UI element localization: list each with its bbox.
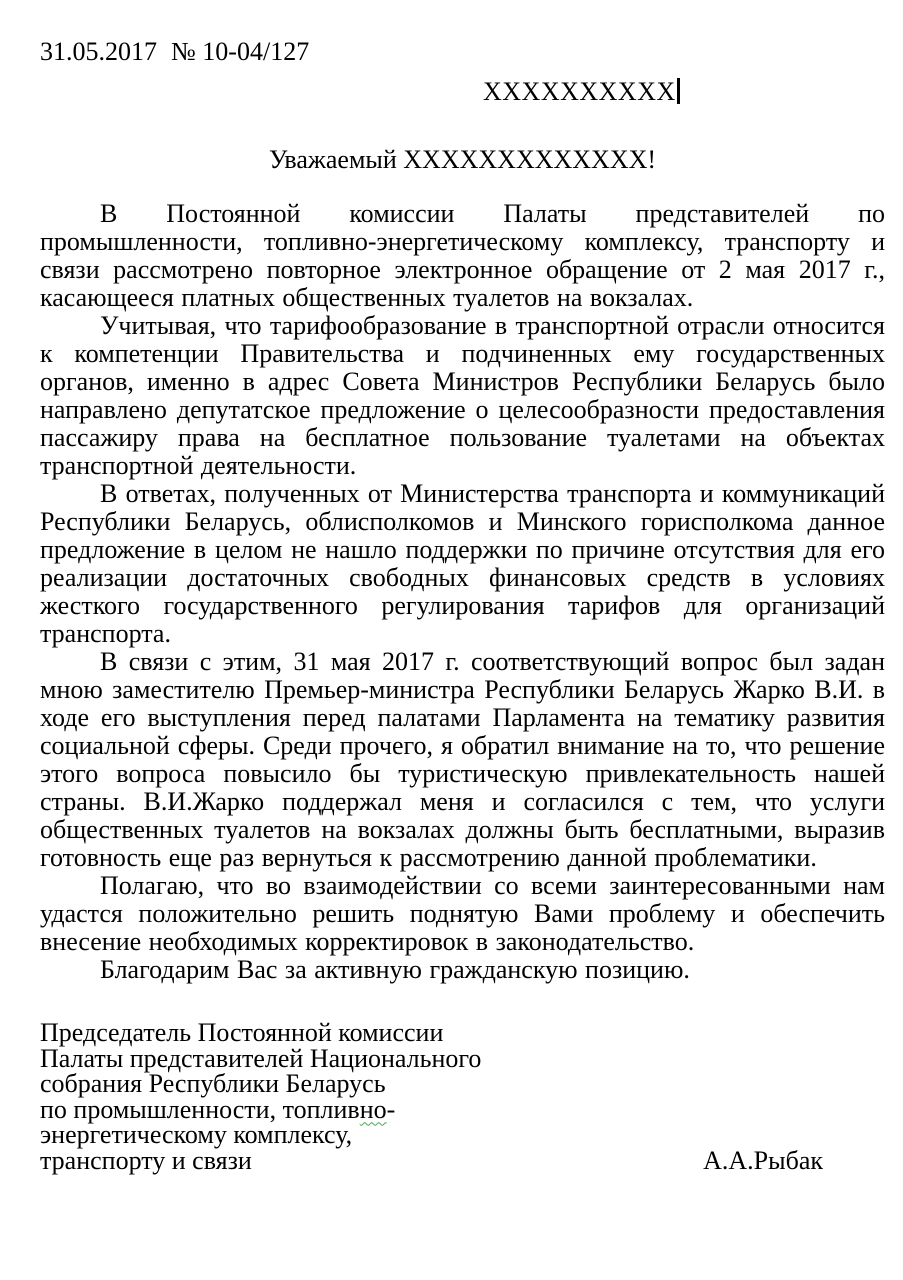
spellcheck-underlined-text: но [359,1094,387,1124]
document-number: № 10-04/127 [171,37,310,66]
signer-title-text: по промышленности, топлив [40,1094,360,1124]
signer-title-line: Председатель Постоянной комиссии [40,1018,444,1047]
body-paragraph: В Постоянной комиссии Палаты представителей по промышленности, топливно-энергетическому комплексу, транспорту и связи рассмотрено повторное электронное обращение от 2 мая 2017 г., касающееся платных общественных туалетов на вокзалах. [40,199,885,312]
addressee-field[interactable] [40,78,885,106]
body-paragraph: В связи с этим, 31 мая 2017 г. соответствующий вопрос был задан мною заместителю Премьер-министра Республики Беларусь Жарко В.И. в ходе его выступления перед палатами Парламента на тематику развития социальной сферы. Среди прочего, я обратил внимание на то, что решение этого вопроса повысило бы туристическую привлекательность нашей страны. В.И.Жарко поддержал меня и согласился с тем, что услуги общественных туалетов на вокзалах должны быть бесплатными, выразив готовность еще раз вернуться к рассмотрению данной проблематики. [40,647,885,872]
signer-title-text: - [386,1094,396,1124]
body-paragraph: В ответах, полученных от Министерства транспорта и коммуникаций Республики Беларусь, облисполкомов и Минского горисполкома данное предложение в целом не нашло поддержки по причине отсутствия для его реализации достаточных свободных финансовых средств в условиях жесткого государственного регулирования тарифов для организаций транспорта. [40,479,885,648]
reference-line [40,38,885,66]
signer-title-line: транспорту и связи [40,1145,252,1175]
document-date: 31.05.2017 [40,37,157,66]
signer-title-line: собрания Республики Беларусь [40,1069,386,1098]
addressee-placeholder-text: XXXXXXXXXX [483,77,676,106]
body-paragraph: Учитывая, что тарифообразование в транспортной отрасли относится к компетенции Правительства и подчиненных ему государственных органов, именно в адрес Совета Министров Республики Беларусь было направлено депутатское предложение о целесообразности предоставления пассажиру права на бесплатное пользование туалетами на объектах транспортной деятельности. [40,311,885,480]
salutation-line: Уважаемый XXXXXXXXXXXXX! [268,145,657,174]
signer-title [40,1020,481,1173]
letter-body [40,200,885,984]
body-paragraph: Благодарим Вас за активную гражданскую позицию. [100,955,690,984]
signer-title-line: энергетическому комплексу, [40,1120,353,1149]
signature-block [40,1020,885,1173]
body-paragraph: Полагаю, что во взаимодействии со всеми заинтересованными нам удастся положительно решить поднятую Вами проблему и обеспечить внесение необходимых корректировок в законодательство. [40,871,885,956]
signer-title-line: Палаты представителей Национального [40,1043,482,1073]
text-cursor [677,78,680,104]
signer-title-line [40,1094,481,1124]
signer-name: А.А.Рыбак [703,1145,823,1175]
